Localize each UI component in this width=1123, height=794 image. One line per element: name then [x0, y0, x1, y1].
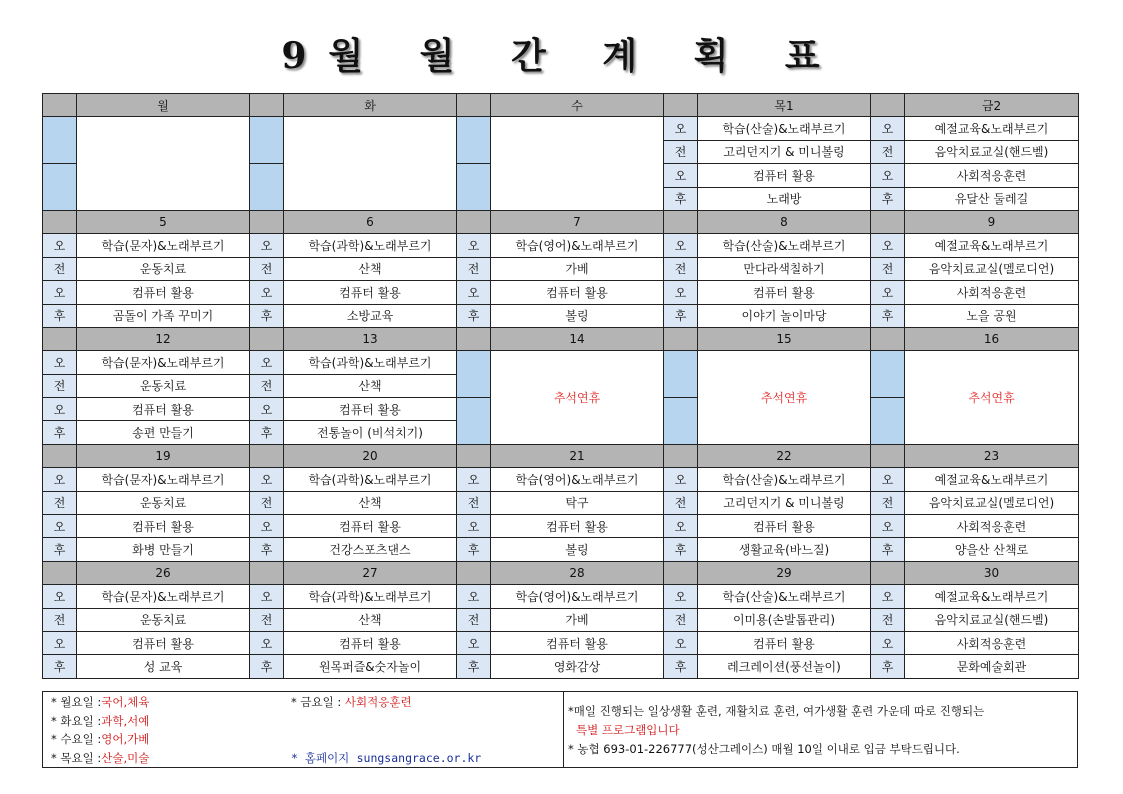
period-tag: 오 [250, 398, 284, 421]
period-tag: 오 [871, 631, 905, 654]
activity-cell: 소방교육 [284, 304, 457, 327]
period-tag: 후 [664, 187, 698, 210]
note-special-program: 특별 프로그램입니다 [576, 723, 680, 737]
note-thursday: * 목요일 :산술,미술 [51, 751, 150, 765]
activity-cell: 곰돌이 가족 꾸미기 [77, 304, 250, 327]
header-spacer [457, 210, 491, 233]
period-tag: 후 [871, 655, 905, 678]
holiday-cell: 추석연휴 [491, 351, 664, 445]
day-header: 7 [491, 210, 664, 233]
header-spacer [43, 327, 77, 350]
day-header: 27 [284, 561, 457, 584]
activity-cell: 노을 공원 [905, 304, 1079, 327]
activity-cell: 학습(영어)&노래부르기 [491, 585, 664, 608]
schedule-row [43, 117, 1079, 140]
period-tag: 후 [457, 304, 491, 327]
activity-cell: 가베 [491, 257, 664, 280]
day-header: 20 [284, 444, 457, 467]
period-tag: 오 [664, 631, 698, 654]
day-header: 5 [77, 210, 250, 233]
schedule-row [43, 655, 1079, 678]
holiday-side-cell [871, 398, 905, 445]
activity-cell: 영화감상 [491, 655, 664, 678]
activity-cell: 운동치료 [77, 491, 250, 514]
period-tag: 오 [457, 234, 491, 257]
period-tag: 오 [871, 281, 905, 304]
schedule-row [43, 515, 1079, 538]
period-tag: 오 [43, 234, 77, 257]
notes-subjects [43, 692, 564, 767]
header-spacer [871, 210, 905, 233]
activity-cell: 컴퓨터 활용 [77, 515, 250, 538]
header-spacer [457, 94, 491, 117]
period-tag: 후 [664, 304, 698, 327]
period-tag: 오 [664, 585, 698, 608]
activity-cell: 노래방 [698, 187, 871, 210]
period-tag: 오 [457, 631, 491, 654]
empty-day-cell [491, 117, 664, 211]
period-tag: 후 [250, 421, 284, 444]
activity-cell: 컴퓨터 활용 [284, 631, 457, 654]
activity-cell: 볼링 [491, 304, 664, 327]
period-tag: 오 [871, 585, 905, 608]
activity-cell: 컴퓨터 활용 [77, 281, 250, 304]
period-tag: 전 [664, 491, 698, 514]
day-header: 금2 [905, 94, 1079, 117]
day-header: 8 [698, 210, 871, 233]
header-spacer [457, 444, 491, 467]
period-tag: 전 [457, 257, 491, 280]
period-tag: 오 [43, 468, 77, 491]
activity-cell: 학습(문자)&노래부르기 [77, 351, 250, 374]
day-header: 19 [77, 444, 250, 467]
period-tag: 전 [250, 608, 284, 631]
period-tag: 후 [871, 304, 905, 327]
holiday-side-cell [871, 351, 905, 398]
day-header: 목1 [698, 94, 871, 117]
activity-cell: 학습(영어)&노래부르기 [491, 234, 664, 257]
week-header-row [43, 327, 1079, 350]
period-tag: 오 [664, 468, 698, 491]
activity-cell: 컴퓨터 활용 [77, 398, 250, 421]
holiday-cell: 추석연휴 [905, 351, 1079, 445]
page-title: 9월 월 간 계 획 표 [281, 35, 842, 77]
period-tag: 오 [871, 164, 905, 187]
activity-cell: 운동치료 [77, 257, 250, 280]
schedule-row [43, 234, 1079, 257]
activity-cell: 예절교육&노래부르기 [905, 585, 1079, 608]
period-tag: 전 [871, 257, 905, 280]
day-header: 9 [905, 210, 1079, 233]
period-tag: 오 [664, 234, 698, 257]
activity-cell: 고리던지기 & 미니볼링 [698, 491, 871, 514]
day-header: 28 [491, 561, 664, 584]
period-tag: 오 [871, 234, 905, 257]
period-tag: 오 [457, 281, 491, 304]
schedule-row [43, 538, 1079, 561]
activity-cell: 사회적응훈련 [905, 164, 1079, 187]
activity-cell: 학습(문자)&노래부르기 [77, 585, 250, 608]
notes-box [42, 691, 1078, 768]
empty-day-cell [284, 117, 457, 211]
header-spacer [664, 327, 698, 350]
note-tuesday: * 화요일 :과학,서예 [51, 714, 150, 728]
activity-cell: 컴퓨터 활용 [698, 631, 871, 654]
header-spacer [457, 327, 491, 350]
empty-day-cell [77, 117, 250, 211]
day-header: 29 [698, 561, 871, 584]
period-tag: 오 [43, 281, 77, 304]
holiday-side-cell [457, 398, 491, 445]
day-header: 30 [905, 561, 1079, 584]
period-tag: 전 [250, 257, 284, 280]
period-tag: 오 [43, 398, 77, 421]
activity-cell: 전통놀이 (비석치기) [284, 421, 457, 444]
period-tag: 오 [250, 585, 284, 608]
empty-side-cell [250, 117, 284, 164]
activity-cell: 컴퓨터 활용 [77, 631, 250, 654]
day-header: 수 [491, 94, 664, 117]
period-tag: 오 [664, 281, 698, 304]
header-spacer [43, 94, 77, 117]
note-homepage: * 홈페이지 sungsangrace.or.kr [291, 751, 482, 765]
activity-cell: 사회적응훈련 [905, 631, 1079, 654]
activity-cell: 만다라색칠하기 [698, 257, 871, 280]
period-tag: 오 [43, 631, 77, 654]
header-spacer [664, 94, 698, 117]
period-tag: 후 [457, 538, 491, 561]
activity-cell: 컴퓨터 활용 [698, 164, 871, 187]
period-tag: 오 [664, 515, 698, 538]
day-header: 21 [491, 444, 664, 467]
activity-cell: 학습(과학)&노래부르기 [284, 234, 457, 257]
period-tag: 오 [250, 515, 284, 538]
schedule-row [43, 468, 1079, 491]
activity-cell: 음악치료교실(멜로디언) [905, 491, 1079, 514]
header-spacer [250, 210, 284, 233]
homepage-link[interactable]: sungsangrace.or.kr [356, 751, 482, 765]
schedule-row [43, 631, 1079, 654]
period-tag: 전 [457, 608, 491, 631]
period-tag: 후 [43, 421, 77, 444]
period-tag: 후 [43, 304, 77, 327]
period-tag: 전 [664, 140, 698, 163]
period-tag: 전 [43, 491, 77, 514]
activity-cell: 학습(산술)&노래부르기 [698, 234, 871, 257]
activity-cell: 산책 [284, 374, 457, 397]
period-tag: 오 [664, 164, 698, 187]
activity-cell: 학습(문자)&노래부르기 [77, 468, 250, 491]
week-header-row [43, 94, 1079, 117]
activity-cell: 화병 만들기 [77, 538, 250, 561]
activity-cell: 학습(과학)&노래부르기 [284, 351, 457, 374]
activity-cell: 유달산 둘레길 [905, 187, 1079, 210]
header-spacer [664, 561, 698, 584]
period-tag: 후 [457, 655, 491, 678]
period-tag: 후 [250, 538, 284, 561]
header-spacer [250, 561, 284, 584]
period-tag: 후 [43, 538, 77, 561]
activity-cell: 산책 [284, 608, 457, 631]
period-tag: 오 [250, 234, 284, 257]
period-tag: 전 [43, 608, 77, 631]
period-tag: 오 [664, 117, 698, 140]
day-header: 14 [491, 327, 664, 350]
week-header-row [43, 444, 1079, 467]
note-daily-training: *매일 진행되는 일상생활 훈련, 재활치료 훈련, 여가생활 훈련 가운데 따로 진행되는 [568, 704, 985, 718]
period-tag: 오 [871, 468, 905, 491]
holiday-side-cell [457, 351, 491, 398]
period-tag: 후 [871, 538, 905, 561]
activity-cell: 운동치료 [77, 608, 250, 631]
period-tag: 전 [457, 491, 491, 514]
schedule-row [43, 351, 1079, 374]
activity-cell: 운동치료 [77, 374, 250, 397]
activity-cell: 학습(과학)&노래부르기 [284, 585, 457, 608]
header-spacer [43, 444, 77, 467]
header-spacer [664, 210, 698, 233]
activity-cell: 컴퓨터 활용 [491, 631, 664, 654]
activity-cell: 송편 만들기 [77, 421, 250, 444]
period-tag: 오 [250, 631, 284, 654]
activity-cell: 학습(산술)&노래부르기 [698, 468, 871, 491]
activity-cell: 이야기 놀이마당 [698, 304, 871, 327]
schedule-row [43, 257, 1079, 280]
activity-cell: 생활교육(바느질) [698, 538, 871, 561]
period-tag: 오 [250, 281, 284, 304]
holiday-cell: 추석연휴 [698, 351, 871, 445]
activity-cell: 예절교육&노래부르기 [905, 468, 1079, 491]
period-tag: 오 [43, 515, 77, 538]
empty-side-cell [43, 117, 77, 164]
schedule-row [43, 491, 1079, 514]
day-header: 23 [905, 444, 1079, 467]
activity-cell: 음악치료교실(핸드벨) [905, 140, 1079, 163]
activity-cell: 학습(산술)&노래부르기 [698, 585, 871, 608]
note-wednesday: * 수요일 :영어,가베 [51, 732, 150, 746]
period-tag: 전 [43, 257, 77, 280]
activity-cell: 컴퓨터 활용 [284, 515, 457, 538]
activity-cell: 음악치료교실(멜로디언) [905, 257, 1079, 280]
header-spacer [250, 327, 284, 350]
notes-info [564, 692, 1077, 767]
activity-cell: 가베 [491, 608, 664, 631]
period-tag: 전 [43, 374, 77, 397]
activity-cell: 예절교육&노래부르기 [905, 117, 1079, 140]
note-monday: * 월요일 :국어,체육 [51, 695, 150, 709]
activity-cell: 문화예술회관 [905, 655, 1079, 678]
activity-cell: 사회적응훈련 [905, 515, 1079, 538]
period-tag: 후 [43, 655, 77, 678]
empty-side-cell [457, 117, 491, 164]
period-tag: 오 [43, 585, 77, 608]
schedule-row [43, 281, 1079, 304]
activity-cell: 컴퓨터 활용 [491, 515, 664, 538]
header-spacer [664, 444, 698, 467]
activity-cell: 컴퓨터 활용 [698, 281, 871, 304]
activity-cell: 컴퓨터 활용 [284, 398, 457, 421]
period-tag: 후 [250, 655, 284, 678]
activity-cell: 음악치료교실(핸드벨) [905, 608, 1079, 631]
note-bank-account: * 농협 693-01-226777(성산그레이스) 매월 10일 이내로 입금 부탁드립니다. [568, 742, 960, 756]
day-header: 15 [698, 327, 871, 350]
note-friday: * 금요일 : 사회적응훈련 [291, 695, 412, 709]
activity-cell: 볼링 [491, 538, 664, 561]
day-header: 16 [905, 327, 1079, 350]
day-header: 월 [77, 94, 250, 117]
header-spacer [43, 561, 77, 584]
header-spacer [871, 327, 905, 350]
activity-cell: 예절교육&노래부르기 [905, 234, 1079, 257]
period-tag: 오 [250, 468, 284, 491]
header-spacer [871, 561, 905, 584]
period-tag: 후 [664, 655, 698, 678]
period-tag: 전 [664, 608, 698, 631]
activity-cell: 컴퓨터 활용 [284, 281, 457, 304]
activity-cell: 이미용(손발톱관리) [698, 608, 871, 631]
period-tag: 후 [250, 304, 284, 327]
period-tag: 오 [43, 351, 77, 374]
activity-cell: 원목퍼즐&숫자놀이 [284, 655, 457, 678]
activity-cell: 양을산 산책로 [905, 538, 1079, 561]
empty-side-cell [250, 164, 284, 211]
week-header-row [43, 561, 1079, 584]
period-tag: 오 [871, 515, 905, 538]
header-spacer [871, 94, 905, 117]
period-tag: 오 [457, 468, 491, 491]
period-tag: 후 [871, 187, 905, 210]
activity-cell: 건강스포츠댄스 [284, 538, 457, 561]
activity-cell: 컴퓨터 활용 [491, 281, 664, 304]
period-tag: 전 [250, 374, 284, 397]
activity-cell: 탁구 [491, 491, 664, 514]
header-spacer [250, 94, 284, 117]
holiday-side-cell [664, 398, 698, 445]
period-tag: 전 [871, 608, 905, 631]
schedule-row [43, 608, 1079, 631]
day-header: 6 [284, 210, 457, 233]
activity-cell: 학습(영어)&노래부르기 [491, 468, 664, 491]
period-tag: 오 [871, 117, 905, 140]
header-spacer [871, 444, 905, 467]
empty-side-cell [43, 164, 77, 211]
period-tag: 오 [457, 515, 491, 538]
period-tag: 오 [457, 585, 491, 608]
day-header: 13 [284, 327, 457, 350]
activity-cell: 학습(산술)&노래부르기 [698, 117, 871, 140]
activity-cell: 학습(과학)&노래부르기 [284, 468, 457, 491]
period-tag: 전 [664, 257, 698, 280]
header-spacer [250, 444, 284, 467]
day-header: 22 [698, 444, 871, 467]
activity-cell: 사회적응훈련 [905, 281, 1079, 304]
activity-cell: 학습(문자)&노래부르기 [77, 234, 250, 257]
period-tag: 오 [250, 351, 284, 374]
header-spacer [457, 561, 491, 584]
schedule-row [43, 304, 1079, 327]
period-tag: 전 [871, 140, 905, 163]
header-spacer [43, 210, 77, 233]
monthly-schedule-table [42, 93, 1079, 679]
day-header: 12 [77, 327, 250, 350]
activity-cell: 산책 [284, 257, 457, 280]
empty-side-cell [457, 164, 491, 211]
activity-cell: 성 교육 [77, 655, 250, 678]
period-tag: 전 [871, 491, 905, 514]
period-tag: 전 [250, 491, 284, 514]
activity-cell: 컴퓨터 활용 [698, 515, 871, 538]
holiday-side-cell [664, 351, 698, 398]
activity-cell: 레크레이션(풍선놀이) [698, 655, 871, 678]
period-tag: 후 [664, 538, 698, 561]
day-header: 26 [77, 561, 250, 584]
week-header-row [43, 210, 1079, 233]
activity-cell: 산책 [284, 491, 457, 514]
activity-cell: 고리던지기 & 미니볼링 [698, 140, 871, 163]
schedule-row [43, 585, 1079, 608]
day-header: 화 [284, 94, 457, 117]
